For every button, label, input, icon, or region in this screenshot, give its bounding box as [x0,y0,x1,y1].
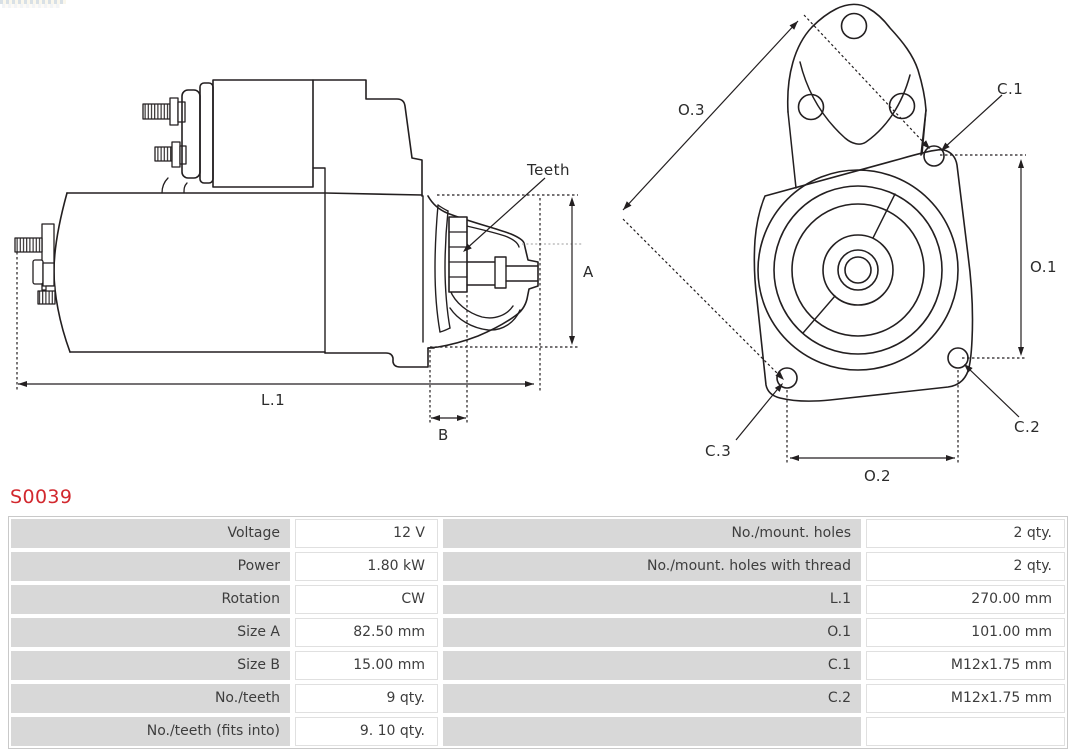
dim-label-o3: O.3 [678,101,706,119]
spec-value: 270.00 mm [866,585,1065,614]
front-view [754,4,972,401]
dim-label-c2: C.2 [1014,418,1041,436]
dim-label-teeth: Teeth [527,161,570,179]
terminal-stud [155,147,172,161]
body-outline [758,170,958,370]
dim-label-b: B [438,426,449,444]
spec-label: No./mount. holes with thread [443,552,861,581]
spec-label: C.1 [443,651,861,680]
spec-value: 12 V [295,519,438,548]
solenoid-body [213,80,313,187]
spec-value: 15.00 mm [295,651,438,680]
terminal-stud [143,104,170,119]
spec-label: No./teeth [11,684,290,713]
part-number: S0039 [10,486,73,508]
spec-label: C.2 [443,684,861,713]
dim-label-c3: C.3 [705,442,732,460]
dim-label-a: A [583,263,594,281]
spec-value: M12x1.75 mm [866,651,1065,680]
dim-label-o2: O.2 [864,467,892,485]
dim-label-o1: O.1 [1030,258,1058,276]
spec-label: No./mount. holes [443,519,861,548]
top-bracket [788,4,926,155]
spec-value [866,717,1065,746]
spec-label [443,717,861,746]
spec-label: Rotation [11,585,290,614]
spec-label: L.1 [443,585,861,614]
pinion-gear [449,217,467,292]
spec-value: 1.80 kW [295,552,438,581]
spec-label: No./teeth (fits into) [11,717,290,746]
bracket-hole [799,95,824,120]
dim-label-l1: L.1 [261,391,286,409]
spec-value: 2 qty. [866,552,1065,581]
spec-label: Power [11,552,290,581]
spec-label: O.1 [443,618,861,647]
spec-value: 9 qty. [295,684,438,713]
top-hole [842,14,867,39]
mounting-flange [754,150,972,401]
spec-value: 2 qty. [866,519,1065,548]
spec-value: M12x1.75 mm [866,684,1065,713]
spec-table [8,516,1068,749]
spec-label: Voltage [11,519,290,548]
terminal-stud [38,291,55,304]
motor-body [67,193,422,195]
terminal-stud [15,238,42,252]
shaft-hub [823,235,893,305]
spec-value: 82.50 mm [295,618,438,647]
spec-value: CW [295,585,438,614]
shaft-bearing [495,257,506,288]
spec-label: Size A [11,618,290,647]
mount-hole-c1 [924,146,944,166]
spec-label: Size B [11,651,290,680]
dim-label-c1: C.1 [997,80,1024,98]
spec-value: 9. 10 qty. [295,717,438,746]
spec-value: 101.00 mm [866,618,1065,647]
side-view-dimensions [17,178,583,424]
side-view [15,80,538,367]
